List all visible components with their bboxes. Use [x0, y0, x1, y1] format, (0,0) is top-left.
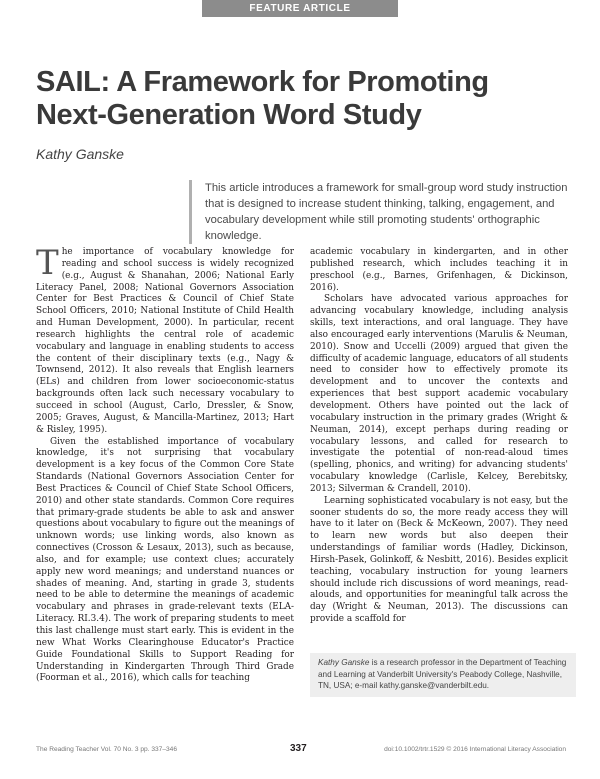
bio-author-name: Kathy Ganske: [318, 658, 370, 667]
body-paragraph: Given the established importance of vocabulary knowledge, it's not surprising that vocabulary development is a key focus of the Common Core State Standards (National Governors Association Center for Best Practices & Council of Chief State School Officers, 2010) and other state standards. Common Core requires that primary-grade students be able to ask and answer questions about vocabulary to figure out the meanings of unknown words; use linking words, also known as connectives (Crosson & Lesaux, 2013), such as because, also, and for example; use context clues; accurately apply new word meanings; and understand nuances or shades of meaning. And, starting in grade 3, students need to be able to determine the meanings of academic vocabulary and phrases in grade-relevant texts (ELA-Literacy. RI.3.4). The work of preparing students to meet this last challenge must start early. This is evident in the new What Works Clearinghouse Educator's Practice Guide Foundational Skills to Support Reading for Understanding in Kindergarten Through Third Grade (Foorman et al., 2016), which calls for teaching: [36, 436, 294, 684]
body-paragraph: Learning sophisticated vocabulary is not easy, but the sooner students do so, the more ready access they will have to it later on (Beck & McKeown, 2007). They need to learn new words but also deepen their understandings of familiar words (Hadley, Dickinson, Hirsh-Pasek, Golinkoff, & Nesbitt, 2016). Besides explicit teaching, vocabulary instruction for young learners should include rich discussions of word meanings, read-alouds, and opportunities for meaningful talk across the day (Wright & Neuman, 2013). The discussions can provide a scaffold for: [310, 495, 568, 625]
bio-text: is a research professor in the Department of Teaching and Learning at Vanderbilt University's Peabody College, Nashville, TN, USA; e-mail kathy.ganske@vanderbilt.edu.: [318, 658, 567, 690]
body-column-right: [310, 247, 568, 626]
journal-citation: The Reading Teacher Vol. 70 No. 3 pp. 337–346: [36, 746, 178, 753]
page-number: 337: [290, 743, 307, 754]
feature-article-banner: FEATURE ARTICLE: [202, 0, 398, 17]
drop-cap: T: [36, 243, 59, 283]
doi-copyright: doi:10.1002/trtr.1529 © 2016 International Literacy Association: [384, 746, 566, 753]
body-column-left: [36, 243, 294, 685]
body-paragraph: The importance of vocabulary knowledge for reading and school success is widely recognized (e.g., August & Shanahan, 2006; National Early Literacy Panel, 2008; National Governors Association Center for Best Practices & Council of Chief State School Officers, 2010; National Institute of Child Health and Human Development, 2000). In particular, recent research highlights the central role of academic vocabulary and language in enabling students to access the content of their disciplinary texts (e.g., Nagy & Townsend, 2012). It also reveals that English learners (ELs) and children from lower socioeconomic-status backgrounds often lack such necessary vocabulary to succeed in school (August, Carlo, Dressler, & Snow, 2005; Graves, August, & Mancilla-Martinez, 2013; Hart & Risley, 1995).: [36, 243, 294, 435]
author-name: Kathy Ganske: [36, 146, 124, 162]
article-abstract: This article introduces a framework for small-group word study instruction that is designed to increase student thinking, talking, engagement, and vocabulary development while still promoting students' orthographic knowledge.: [189, 180, 585, 244]
body-paragraph: Scholars have advocated various approaches for advancing vocabulary knowledge, including analysis skills, text interactions, and oral language. They have also encouraged early interventions (Marulis & Neuman, 2010). Snow and Uccelli (2009) argued that given the difficulty of academic language, educators of all students need to consider how to effectively promote its development and to uncover the contexts and experiences that best support academic vocabulary development. Others have pointed out the lack of vocabulary instruction in the primary grades (Wright & Neuman, 2014), except perhaps during reading or vocabulary lessons, and called for research to investigate the potential of non-read-aloud times (spelling, phonics, and writing) for advancing students' vocabulary knowledge (Carlisle, Kelcey, Berebitsky, 2013; Silverman & Crandell, 2010).: [310, 294, 568, 494]
article-title: SAIL: A Framework for Promoting Next-Generation Word Study: [36, 66, 489, 131]
body-paragraph: academic vocabulary in kindergarten, and in other published research, which includes teaching it in preschool (e.g., Barnes, Grifenhagen, & Dickinson, 2016).: [310, 247, 568, 293]
page-footer: [36, 744, 566, 756]
author-bio-box: [310, 653, 576, 697]
